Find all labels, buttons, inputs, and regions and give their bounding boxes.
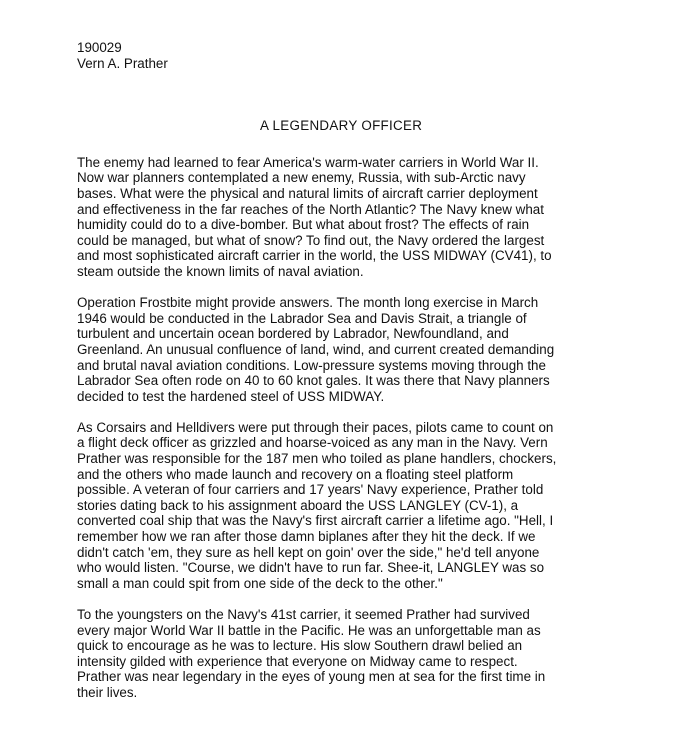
text-line: stories dating back to his assignment aboard the USS LANGLEY (CV-1), a [77,497,519,513]
text-line: didn't catch 'em, they sure as hell kept on goin' over the side," he'd tell anyone [77,544,540,560]
text-line: their lives. [77,684,138,700]
text-line: Now war planners contemplated a new enemy, Russia, with sub-Arctic navy [77,170,526,186]
document-page [77,40,682,701]
text-line: steam outside the known limits of naval aviation. [77,263,364,279]
text-line: To the youngsters on the Navy's 41st carrier, it seemed Prather had survived [77,607,530,622]
text-line: and effectiveness in the far reaches of the North Atlantic? The Navy knew what [77,201,544,217]
text-line: could be managed, but what of snow? To find out, the Navy ordered the largest [77,232,545,248]
text-line: every major World War II battle in the Pacific. He was an unforgettable man as [77,622,541,638]
paragraph-1 [77,155,682,280]
text-line: Labrador Sea often rode on 40 to 60 knot gales. It was there that Navy planners [77,373,550,389]
paragraph-4 [77,607,682,701]
text-line: remember how we ran after those damn biplanes after they hit the deck. If we [77,529,536,545]
text-line: quick to encourage as he was to lecture. His slow Southern drawl belied an [77,638,523,654]
document-header [77,40,682,71]
document-title: A LEGENDARY OFFICER [260,118,423,134]
text-line: possible. A veteran of four carriers and 17 years' Navy experience, Prather told [77,482,544,498]
text-line: a flight deck officer as grizzled and hoarse-voiced as any man in the Navy. Vern [77,435,548,451]
text-line: decided to test the hardened steel of USS MIDWAY. [77,388,385,404]
text-line: 1946 would be conducted in the Labrador Sea and Davis Strait, a triangle of [77,310,527,326]
document-id: 190029 [77,40,122,55]
text-line: Operation Frostbite might provide answers. The month long exercise in March [77,295,539,311]
text-line: Prather was near legendary in the eyes of young men at sea for the first time in [77,669,546,685]
text-line: and brutal naval aviation conditions. Low-pressure systems moving through the [77,357,546,373]
text-line: Prather was responsible for the 187 men who toiled as plane handlers, chockers, [77,451,557,467]
text-line: humidity could do to a dive-bomber. But what about frost? The effects of rain [77,217,530,233]
text-line: who would listen. "Course, we didn't have to run far. Shee-it, LANGLEY was so [77,560,545,576]
text-line: Greenland. An unusual confluence of land, wind, and current created demanding [77,341,555,357]
text-line: The enemy had learned to fear America's warm-water carriers in World War II. [77,154,539,170]
document-body [77,155,682,701]
text-line: intensity gilded with experience that everyone on Midway came to respect. [77,653,518,669]
text-line: small a man could spit from one side of the deck to the other." [77,575,443,591]
paragraph-2 [77,295,682,404]
text-line: bases. What were the physical and natural limits of aircraft carrier deployment [77,185,538,201]
text-line: converted coal ship that was the Navy's first aircraft carrier a lifetime ago. "Hell, I [77,513,554,529]
text-line: and the others who made launch and recovery on a floating steel platform [77,466,514,482]
text-line: and most sophisticated aircraft carrier in the world, the USS MIDWAY (CV41), to [77,248,552,264]
paragraph-3 [77,420,682,592]
text-line: turbulent and uncertain ocean bordered by Labrador, Newfoundland, and [77,326,509,342]
author-name: Vern A. Prather [77,55,168,71]
text-line: As Corsairs and Helldivers were put through their paces, pilots came to count on [77,419,554,435]
